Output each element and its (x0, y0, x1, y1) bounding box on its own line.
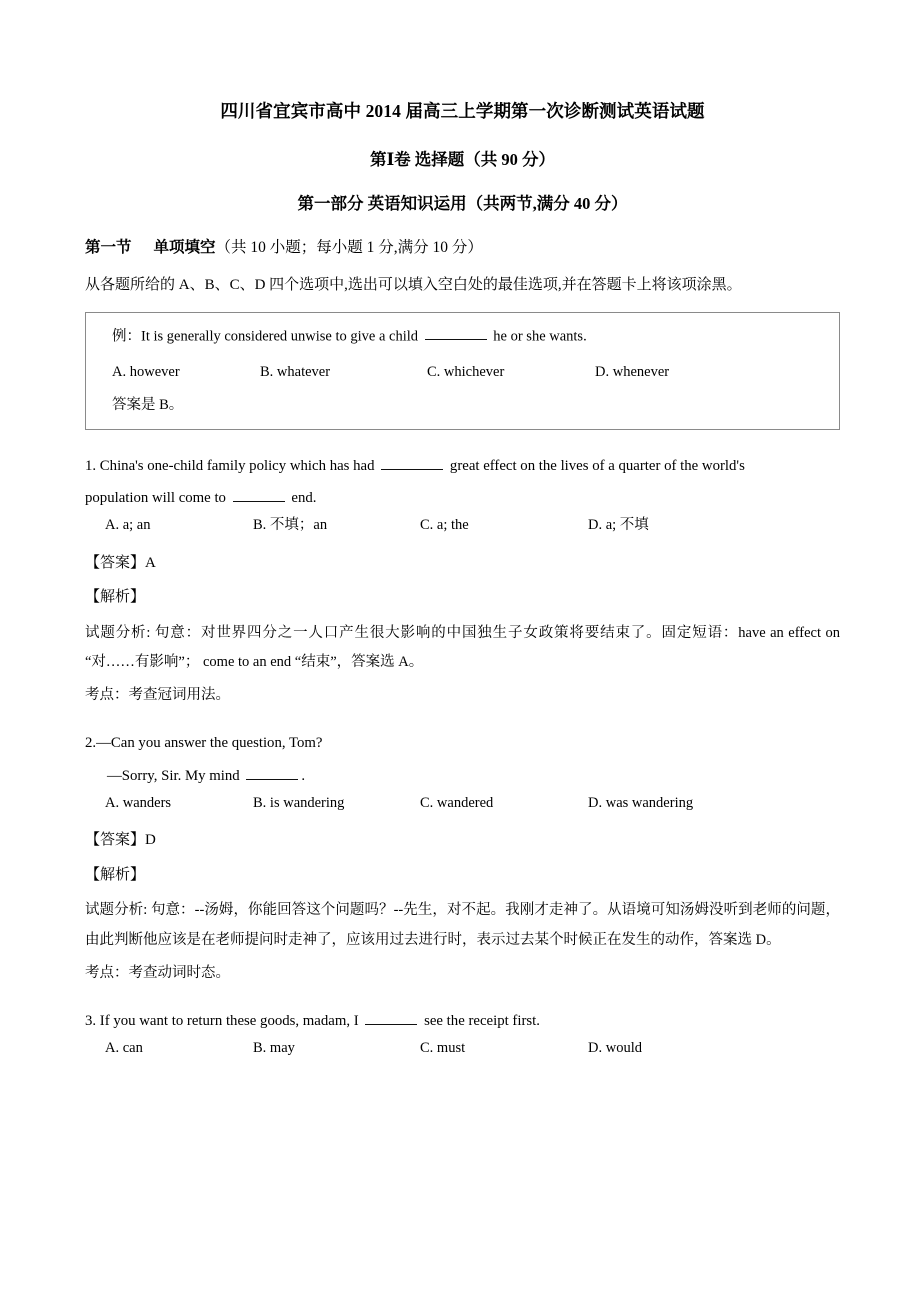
question-2-option-b[interactable]: B. is wandering (253, 794, 345, 811)
question-3-options (85, 1039, 840, 1059)
question-3-stem-part2: see the receipt first. (424, 1012, 540, 1029)
question-2-stem-line-1: 2.—Can you answer the question, Tom? (85, 735, 323, 752)
example-prompt (86, 326, 839, 347)
example-options (86, 363, 839, 383)
question-2-stem-part3: . (301, 767, 306, 784)
example-option-c[interactable]: C. whichever (427, 363, 505, 380)
example-option-b[interactable]: B. whatever (260, 363, 331, 380)
question-3-stem-part1: 3. If you want to return these goods, madam, I (85, 1012, 359, 1029)
part-one-heading: 第一部分 英语知识运用（共两节,满分 40 分） (297, 194, 628, 214)
section-instruction: 从各题所给的 A、B、C、D 四个选项中,选出可以填入空白处的最佳选项,并在答题卡上将该项涂黑。 (85, 276, 742, 293)
question-3-blank-1 (365, 1010, 417, 1025)
question-3-option-a[interactable]: A. can (105, 1039, 143, 1056)
question-2-analysis: 试题分析: 句意：--汤姆，你能回答这个问题吗？--先生，对不起。我刚才走神了。从语境可知汤姆没听到老师的问题，由此判断他应该是在老师提问时走神了，应该用过去进行时，表示过去某个时候正在发生的动作，答案选 D。 (85, 902, 840, 948)
question-1-stem-part1: 1. China's one-child family policy which has had (85, 457, 375, 474)
example-option-d[interactable]: D. whenever (595, 363, 670, 380)
question-2-stem-part2: —Sorry, Sir. My mind (107, 767, 240, 784)
paper-part-heading: 第Ⅰ卷 选择题（共 90 分） (369, 149, 556, 169)
question-1-option-b[interactable]: B. 不填；an (253, 517, 328, 534)
example-box (85, 312, 840, 430)
question-1-answer-label: 【答案】A (85, 554, 156, 571)
question-1-stem-line-1 (85, 452, 840, 480)
question-1-options (85, 516, 840, 536)
question-1-explain-label: 【解析】 (85, 589, 146, 606)
question-2-answer-label: 【答案】D (85, 832, 156, 849)
question-1-option-c[interactable]: C. a; the (420, 517, 469, 534)
question-1-stem-part4: end. (291, 490, 317, 507)
question-1-option-d[interactable]: D. a; 不填 (588, 517, 649, 534)
section-heading (85, 237, 840, 259)
question-2-option-d[interactable]: D. was wandering (588, 794, 694, 811)
section-label: 第一节 (85, 239, 132, 257)
question-2-blank-1 (246, 765, 298, 780)
question-2-option-a[interactable]: A. wanders (105, 794, 172, 811)
question-block-2 (85, 729, 840, 984)
question-block-3 (85, 1007, 840, 1059)
example-answer: 答案是 B。 (112, 397, 184, 414)
example-prompt-prefix: 例：It is generally considered unwise to give a child (112, 328, 419, 345)
section-detail: （共 10 小题；每小题 1 分,满分 10 分） (215, 239, 483, 257)
question-block-1 (85, 452, 840, 707)
question-2-kaodian: 考点：考查动词时态。 (85, 964, 230, 981)
question-1-blank-2 (233, 487, 285, 502)
question-3-option-d[interactable]: D. would (588, 1039, 642, 1056)
question-1-stem-part3: population will come to (85, 490, 226, 507)
question-3-option-c[interactable]: C. must (420, 1039, 466, 1056)
question-2-options (85, 794, 840, 814)
example-prompt-suffix: he or she wants. (493, 328, 587, 345)
question-1-stem-part2: great effect on the lives of a quarter of the world's (449, 457, 745, 474)
question-3-stem-line-1 (85, 1007, 840, 1035)
question-1-option-a[interactable]: A. a; an (105, 517, 151, 534)
section-name: 单项填空 (153, 239, 216, 257)
question-1-blank-1 (381, 455, 443, 470)
example-blank (425, 326, 487, 340)
question-1-analysis: 试题分析: 句意：对世界四分之一人口产生很大影响的中国独生子女政策将要结束了。固定短语：have an effect on “对……有影响”； come to an end “结束”，答案选 A。 (85, 624, 840, 671)
example-option-a[interactable]: A. however (112, 363, 180, 380)
question-2-stem-line-2 (85, 762, 840, 790)
question-2-option-c[interactable]: C. wandered (420, 794, 494, 811)
question-1-kaodian: 考点：考查冠词用法。 (85, 687, 230, 704)
question-2-explain-label: 【解析】 (85, 866, 146, 883)
question-1-stem-line-2 (85, 484, 840, 512)
page-title: 四川省宜宾市高中 2014 届高三上学期第一次诊断测试英语试题 (220, 101, 705, 121)
question-3-option-b[interactable]: B. may (253, 1039, 295, 1056)
